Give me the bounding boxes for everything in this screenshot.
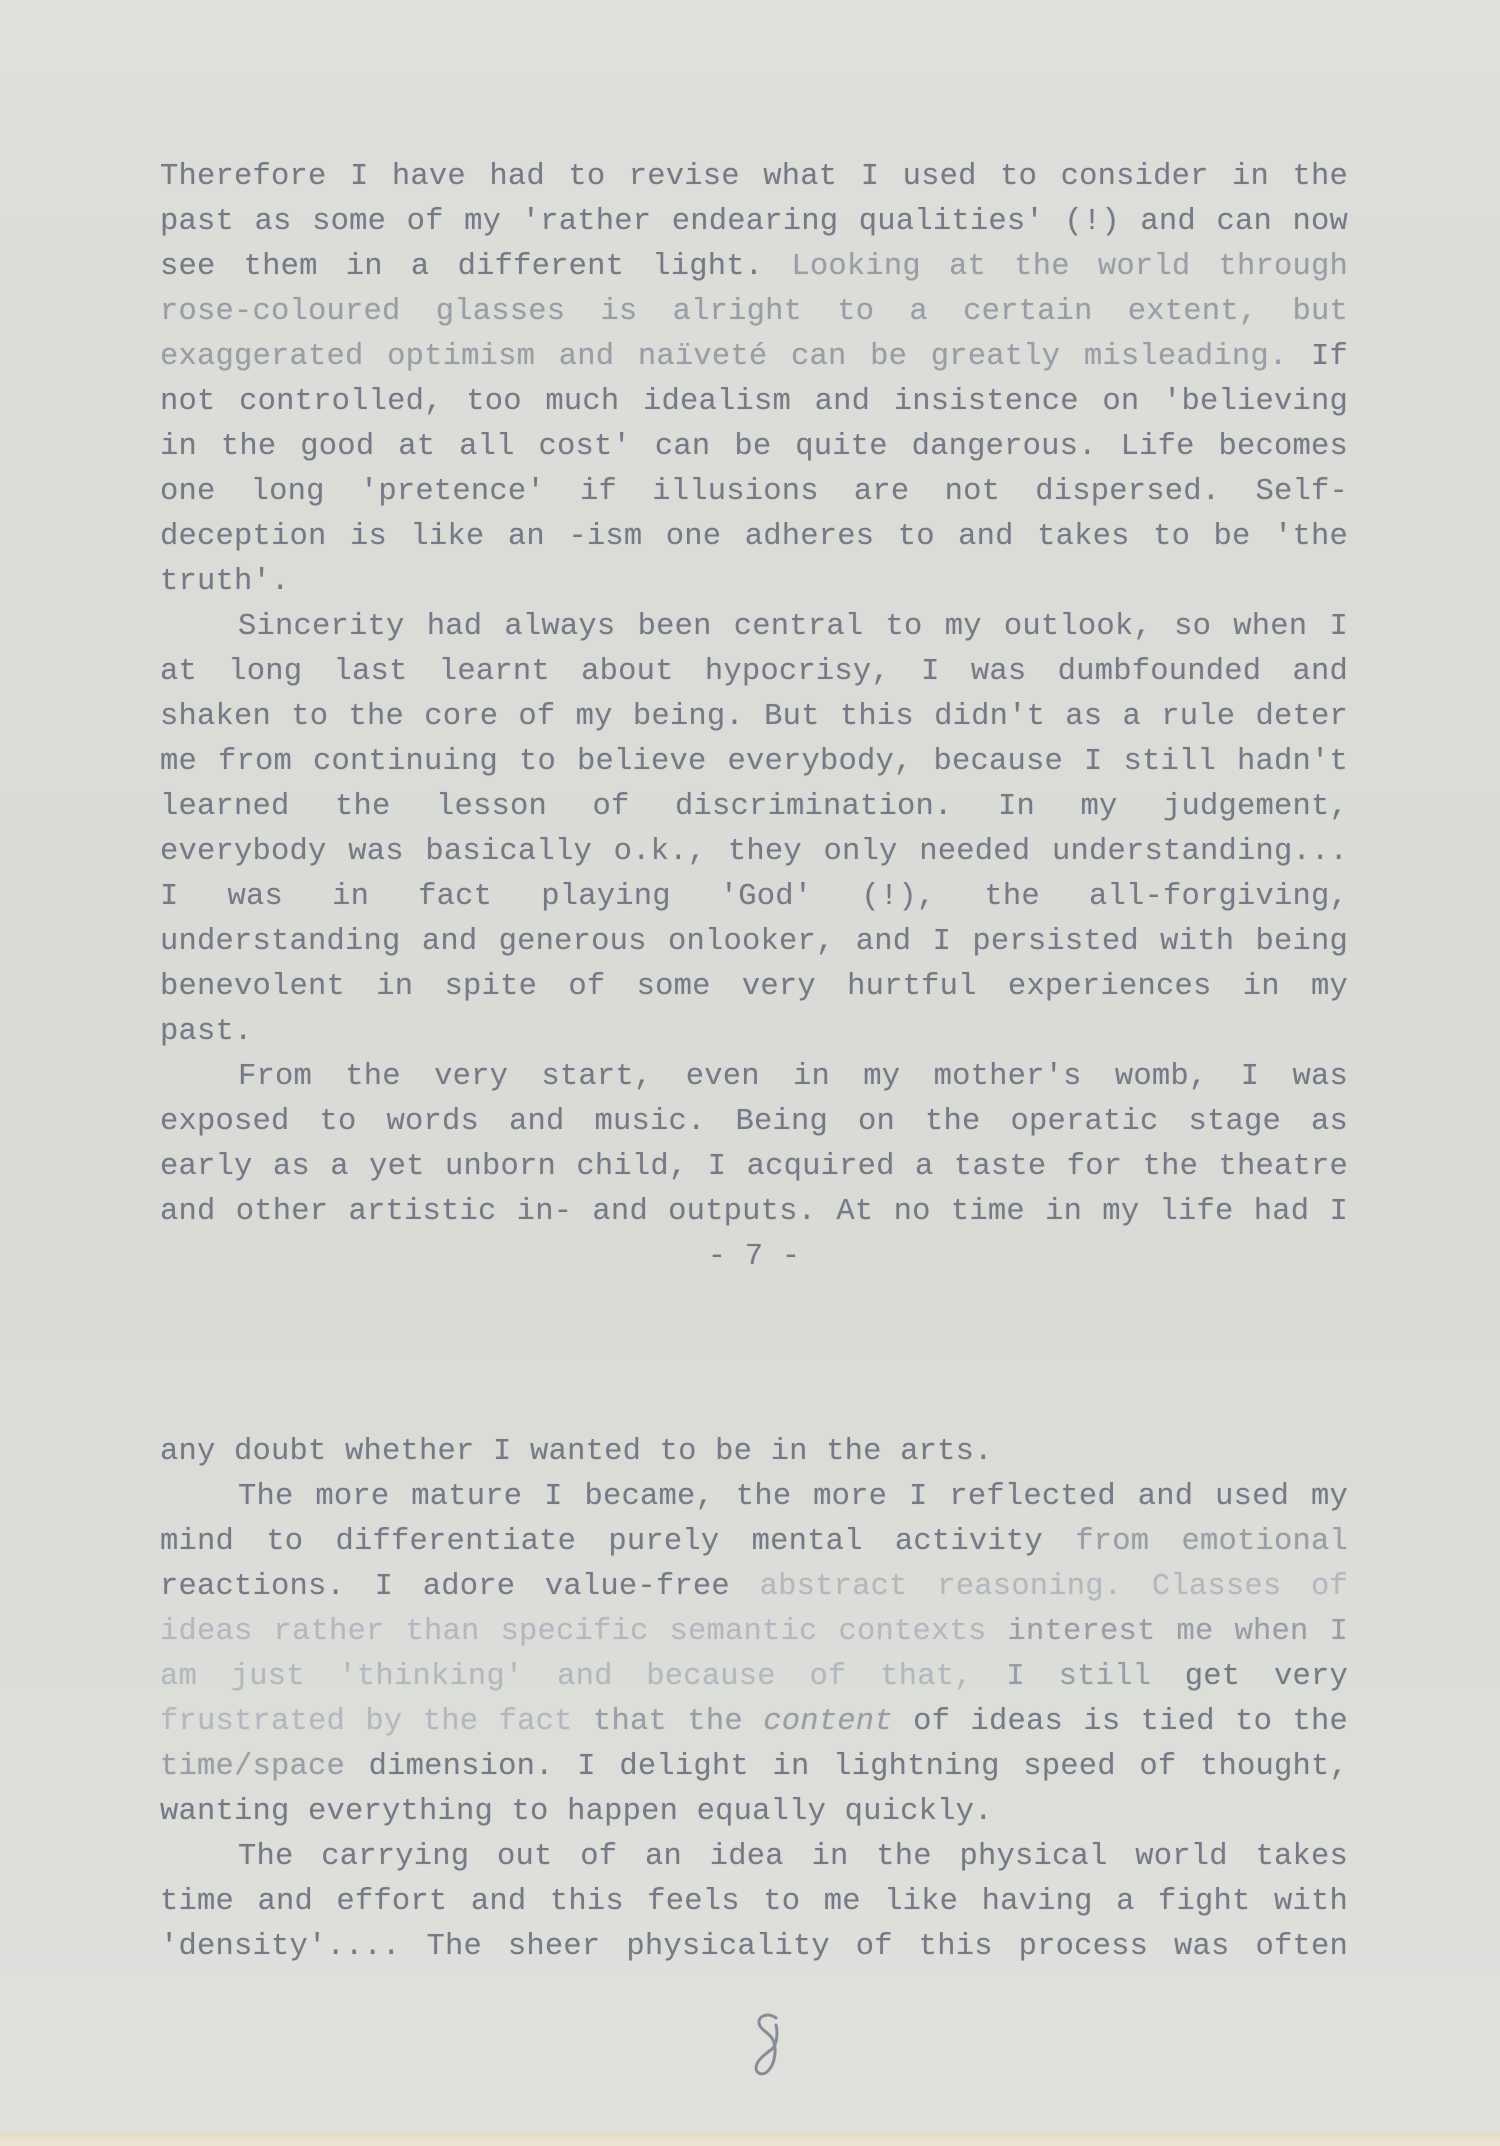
text-segment: Looking at the world through: [791, 250, 1348, 284]
text-line: [160, 1790, 1348, 1835]
text-segment: get very: [1184, 1660, 1348, 1694]
text-segment: wanting everything to happen equally quickly.: [160, 1795, 993, 1829]
text-segment: time/space: [160, 1750, 369, 1784]
text-segment: ideas rather than specific semantic contexts: [160, 1615, 1008, 1649]
text-line: [160, 965, 1348, 1010]
text-segment: see them in a different light.: [160, 250, 792, 284]
text-segment: in the good at all cost' can be quite dangerous. Life becomes: [160, 430, 1348, 464]
text-line: [160, 830, 1348, 875]
text-line: [160, 335, 1348, 380]
text-line: [160, 785, 1348, 830]
page-8: [160, 1430, 1348, 1970]
text-line: [160, 1100, 1348, 1145]
text-segment: past as some of my 'rather endearing qualities' (!) and can now: [160, 205, 1348, 239]
scan-bottom-edge: [0, 2132, 1500, 2146]
text-segment: exposed to words and music. Being on the operatic stage as: [160, 1105, 1348, 1139]
text-line: [160, 1010, 1348, 1055]
text-line: [160, 1475, 1348, 1520]
text-line: [160, 695, 1348, 740]
page-number-7: - 7 -: [707, 1240, 801, 1274]
text-segment: not controlled, too much idealism and insistence on 'believing: [160, 385, 1348, 419]
text-line: [160, 1190, 1348, 1235]
text-line: [160, 1925, 1348, 1970]
page-7: [160, 155, 1348, 1280]
text-segment: dimension. I delight in lightning speed of thought,: [368, 1750, 1348, 1784]
text-segment: early as a yet unborn child, I acquired a taste for the theatre: [160, 1150, 1348, 1184]
text-segment: at long last learnt about hypocrisy, I was dumbfounded and: [160, 655, 1348, 689]
text-segment: time and effort and this feels to me like having a fight with: [160, 1885, 1348, 1919]
text-segment: one long 'pretence' if illusions are not dispersed. Self-: [160, 475, 1348, 509]
text-line: [160, 1880, 1348, 1925]
text-line: [160, 200, 1348, 245]
text-segment: Therefore I have had to revise what I used to consider in the: [160, 160, 1348, 194]
page-8-text: [160, 1430, 1348, 1970]
text-segment: I still: [1006, 1660, 1185, 1694]
text-segment: exaggerated optimism and naïveté can be greatly misleading.: [160, 340, 1311, 374]
text-segment: I was in fact playing 'God' (!), the all-forgiving,: [160, 880, 1348, 914]
text-segment: am just 'thinking' and because of that,: [160, 1660, 1007, 1694]
text-line: [160, 1520, 1348, 1565]
text-line: [160, 560, 1348, 605]
text-segment: mind to differentiate purely mental activity: [160, 1525, 1076, 1559]
text-segment: The more mature I became, the more I reflected and used my: [238, 1480, 1348, 1514]
text-segment: From the very start, even in my mother's womb, I was: [238, 1060, 1348, 1094]
text-segment: of ideas is tied to the: [892, 1705, 1348, 1739]
text-segment: any doubt whether I wanted to be in the arts.: [160, 1435, 993, 1469]
text-line: [160, 875, 1348, 920]
text-segment: truth'.: [160, 565, 290, 599]
text-line: [160, 1655, 1348, 1700]
text-segment: learned the lesson of discrimination. In my judgement,: [160, 790, 1348, 824]
text-line: [160, 1610, 1348, 1655]
text-segment: interest me when I: [1007, 1615, 1348, 1649]
text-line: [160, 1745, 1348, 1790]
page-seam: [160, 1280, 1348, 1430]
text-line: [160, 740, 1348, 785]
text-line: [160, 650, 1348, 695]
text-line: [160, 245, 1348, 290]
handwritten-page-number-8: [748, 2012, 792, 2082]
text-line: [160, 290, 1348, 335]
text-segment: benevolent in spite of some very hurtful experiences in my: [160, 970, 1348, 1004]
text-segment: Sincerity had always been central to my outlook, so when I: [238, 610, 1348, 644]
text-segment: frustrated by the fact: [160, 1705, 593, 1739]
text-line: [160, 1055, 1348, 1100]
text-line: [160, 1430, 1348, 1475]
text-segment: deception is like an -ism one adheres to and takes to be 'the: [160, 520, 1348, 554]
text-segment: from emotional: [1075, 1525, 1348, 1559]
text-line: [160, 425, 1348, 470]
text-line: [160, 920, 1348, 965]
text-line: [160, 605, 1348, 650]
text-line: [160, 155, 1348, 200]
text-line: [160, 1565, 1348, 1610]
text-segment: and other artistic in- and outputs. At no time in my life had I: [160, 1195, 1348, 1229]
text-segment: that the: [593, 1705, 764, 1739]
text-segment: me from continuing to believe everybody, because I still hadn't: [160, 745, 1348, 779]
text-line: [160, 1145, 1348, 1190]
text-segment: past.: [160, 1015, 253, 1049]
text-segment: understanding and generous onlooker, and I persisted with being: [160, 925, 1348, 959]
text-segment: 'density'.... The sheer physicality of this process was often: [160, 1930, 1348, 1964]
text-segment: rose-coloured glasses is alright to a certain extent, but: [160, 295, 1348, 329]
text-segment: shaken to the core of my being. But this didn't as a rule deter: [160, 700, 1348, 734]
text-segment: abstract reasoning. Classes of: [759, 1570, 1348, 1604]
text-segment: content: [763, 1705, 893, 1739]
text-segment: The carrying out of an idea in the physical world takes: [238, 1840, 1348, 1874]
text-segment: reactions. I adore value-free: [160, 1570, 760, 1604]
text-line: [160, 515, 1348, 560]
text-segment: everybody was basically o.k., they only needed understanding...: [160, 835, 1348, 869]
text-block: [160, 155, 1348, 1970]
text-segment: If: [1310, 340, 1348, 374]
text-line: [160, 1700, 1348, 1745]
text-line: [160, 380, 1348, 425]
text-line: [160, 470, 1348, 515]
page-7-text: [160, 155, 1348, 1235]
text-line: [160, 1835, 1348, 1880]
